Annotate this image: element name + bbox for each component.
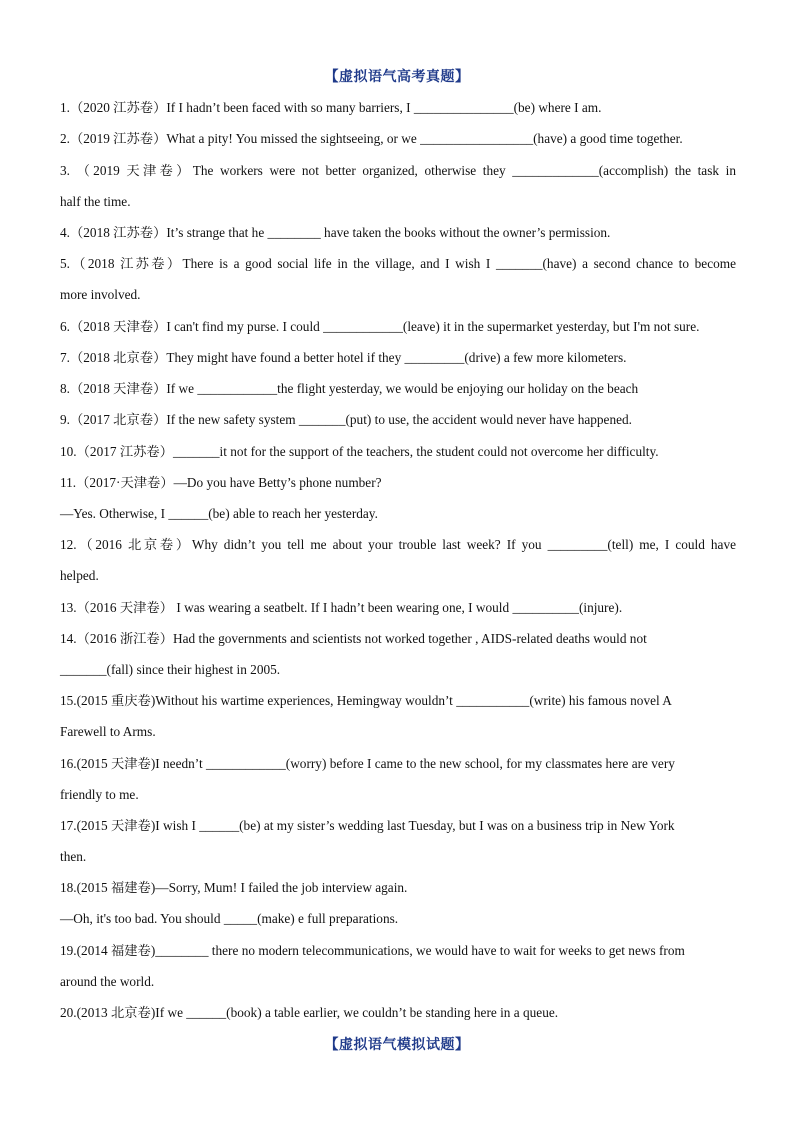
question-line: 14.（2016 浙江卷）Had the governments and scientists not worked together , AIDS-related deaths would not [60,631,647,646]
question-line: 20.(2013 北京卷)If we ______(book) a table earlier, we couldn’t be standing here in a queue. [60,1005,559,1020]
question-line: 1.（2020 江苏卷）If I hadn’t been faced with so many barriers, I _______________(be) where I am. [60,100,602,115]
question-line: 4.（2018 江苏卷）It’s strange that he ________ have taken the books without the owner’s permission. [60,225,611,240]
question-line: 19.(2014 福建卷)________ there no modern telecommunications, we would have to wait for weeks to get news from [60,943,685,958]
question-line-continuation: around the world. [60,974,155,989]
question-line-continuation: then. [60,849,87,864]
question-line: 17.(2015 天津卷)I wish I ______(be) at my sister’s wedding last Tuesday, but I was on a business trip in New York [60,818,675,833]
question-line: 15.(2015 重庆卷)Without his wartime experiences, Hemingway wouldn’t ___________(write) his famous novel A [60,693,672,708]
question-line: 8.（2018 天津卷）If we ____________the flight yesterday, we would be enjoying our holiday on the beach [60,381,639,396]
question-line-continuation: friendly to me. [60,787,139,802]
question-line: 11.（2017·天津卷）—Do you have Betty’s phone number? [60,475,382,490]
section-heading-mock-questions: 【虚拟语气模拟试题】 [324,1037,470,1053]
section-heading-gaokao-questions: 【虚拟语气高考真题】 [324,69,470,85]
question-line: 6.（2018 天津卷）I can't find my purse. I could ____________(leave) it in the supermarket yesterday, but I'm not sure. [60,319,700,334]
question-line-continuation: half the time. [60,194,131,209]
question-line: 18.(2015 福建卷)—Sorry, Mum! I failed the job interview again. [60,880,408,895]
question-line: 12.（2016 北京卷）Why didn’t you tell me about your trouble last week? If you _________(tell) me, I could have [60,537,736,552]
question-line: 5.（2018 江苏卷）There is a good social life in the village, and I wish I _______(have) a second chance to become [60,256,736,271]
question-line: 2.（2019 江苏卷）What a pity! You missed the sightseeing, or we _________________(have) a good time together. [60,131,683,146]
question-line-continuation: _______(fall) since their highest in 2005. [60,662,281,677]
question-line-continuation: more involved. [60,287,141,302]
question-line-continuation: helped. [60,568,99,583]
question-line: 7.（2018 北京卷）They might have found a better hotel if they _________(drive) a few more kilometers. [60,350,627,365]
question-line-continuation: Farewell to Arms. [60,724,156,739]
question-line: 3. （2019 天津卷）The workers were not better organized, otherwise they _____________(accomplish) the task in [60,163,736,178]
question-line: —Oh, it's too bad. You should _____(make) e full preparations. [60,911,399,926]
question-line: 13.（2016 天津卷） I was wearing a seatbelt. If I hadn’t been wearing one, I would __________(injure). [60,600,623,615]
question-line: 16.(2015 天津卷)I needn’t ____________(worry) before I came to the new school, for my classmates here are very [60,756,675,771]
question-line: 9.（2017 北京卷）If the new safety system _______(put) to use, the accident would never have happened. [60,412,632,427]
question-line: 10.（2017 江苏卷）_______it not for the support of the teachers, the student could not overcome her difficulty. [60,444,659,459]
question-line-continuation: —Yes. Otherwise, I ______(be) able to reach her yesterday. [60,506,378,521]
